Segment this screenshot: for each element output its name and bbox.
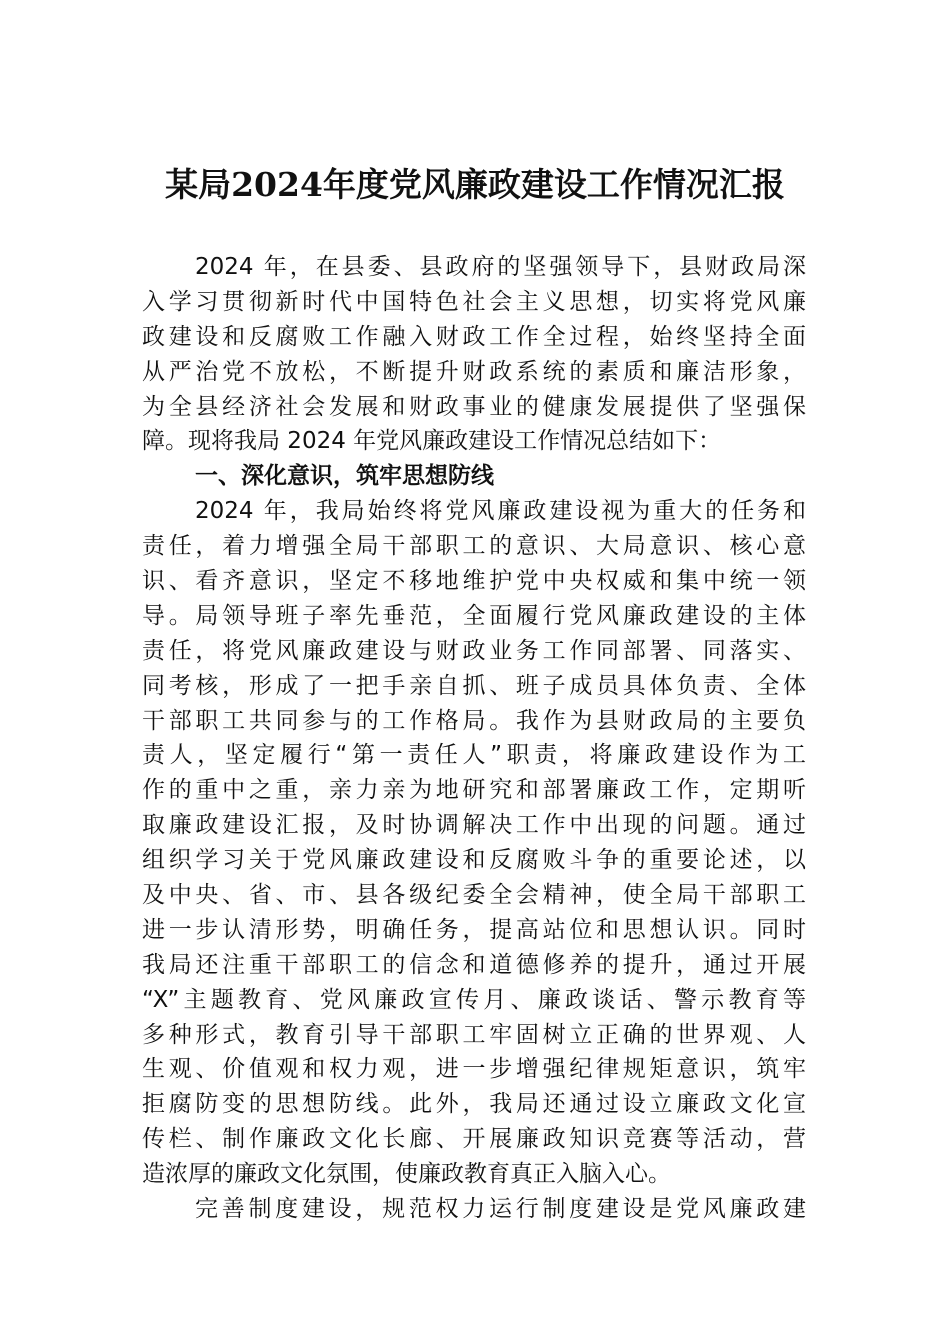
paragraph-line: 干部职工共同参与的工作格局。我作为县财政局的主要负 <box>142 707 806 734</box>
paragraph-line: 多种形式，教育引导干部职工牢固树立正确的世界观、人 <box>142 1021 806 1048</box>
paragraph-line: “X”主题教育、党风廉政宣传月、廉政谈话、警示教育等 <box>142 986 806 1013</box>
paragraph-line: 作的重中之重，亲力亲为地研究和部署廉政工作，定期听 <box>142 777 806 804</box>
paragraph-line: 导。局领导班子率先垂范，全面履行党风廉政建设的主体 <box>142 602 806 629</box>
document-title: 某局2024年度党风廉政建设工作情况汇报 <box>165 165 785 204</box>
paragraph-line: 同考核，形成了一把手亲自抓、班子成员具体负责、全体 <box>142 672 806 699</box>
paragraph-line: 从严治党不放松，不断提升财政系统的素质和廉洁形象， <box>142 358 806 385</box>
paragraph-line: 取廉政建设汇报，及时协调解决工作中出现的问题。通过 <box>142 812 806 839</box>
paragraph-line: 2024 年，我局始终将党风廉政建设视为重大的任务和 <box>195 498 806 525</box>
paragraph-line: 造浓厚的廉政文化氛围，使廉政教育真正入脑入心。 <box>142 1161 671 1188</box>
paragraph-line: 我局还注重干部职工的信念和道德修养的提升，通过开展 <box>142 951 806 978</box>
paragraph-line: 2024 年，在县委、县政府的坚强领导下，县财政局深 <box>195 254 806 280</box>
document-body <box>142 250 806 1227</box>
paragraph-line: 入学习贯彻新时代中国特色社会主义思想，切实将党风廉 <box>142 288 806 315</box>
paragraph-line: 生观、价值观和权力观，进一步增强纪律规矩意识，筑牢 <box>142 1056 806 1083</box>
paragraph-line: 责人，坚定履行“第一责任人”职责，将廉政建设作为工 <box>142 742 806 769</box>
paragraph-line: 进一步认清形势，明确任务，提高站位和思想认识。同时 <box>142 916 806 943</box>
paragraph-line: 责任，着力增强全局干部职工的意识、大局意识、核心意 <box>142 533 806 560</box>
paragraph-line: 为全县经济社会发展和财政事业的健康发展提供了坚强保 <box>142 393 806 420</box>
paragraph-line: 拒腐防变的思想防线。此外，我局还通过设立廉政文化宣 <box>142 1091 806 1118</box>
paragraph-line: 组织学习关于党风廉政建设和反腐败斗争的重要论述，以 <box>142 847 806 874</box>
paragraph-line: 政建设和反腐败工作融入财政工作全过程，始终坚持全面 <box>142 323 806 350</box>
paragraph-line: 及中央、省、市、县各级纪委全会精神，使全局干部职工 <box>142 882 806 909</box>
paragraph-line: 完善制度建设，规范权力运行制度建设是党风廉政建 <box>195 1196 806 1223</box>
paragraph-line: 传栏、制作廉政文化长廊、开展廉政知识竞赛等活动，营 <box>142 1126 806 1153</box>
paragraph-line: 责任，将党风廉政建设与财政业务工作同部署、同落实、 <box>142 637 806 664</box>
paragraph-line: 识、看齐意识，坚定不移地维护党中央权威和集中统一领 <box>142 568 806 595</box>
paragraph-line: 障。现将我局 2024 年党风廉政建设工作情况总结如下： <box>142 428 722 455</box>
section-heading: 一、深化意识，筑牢思想防线 <box>195 463 494 490</box>
